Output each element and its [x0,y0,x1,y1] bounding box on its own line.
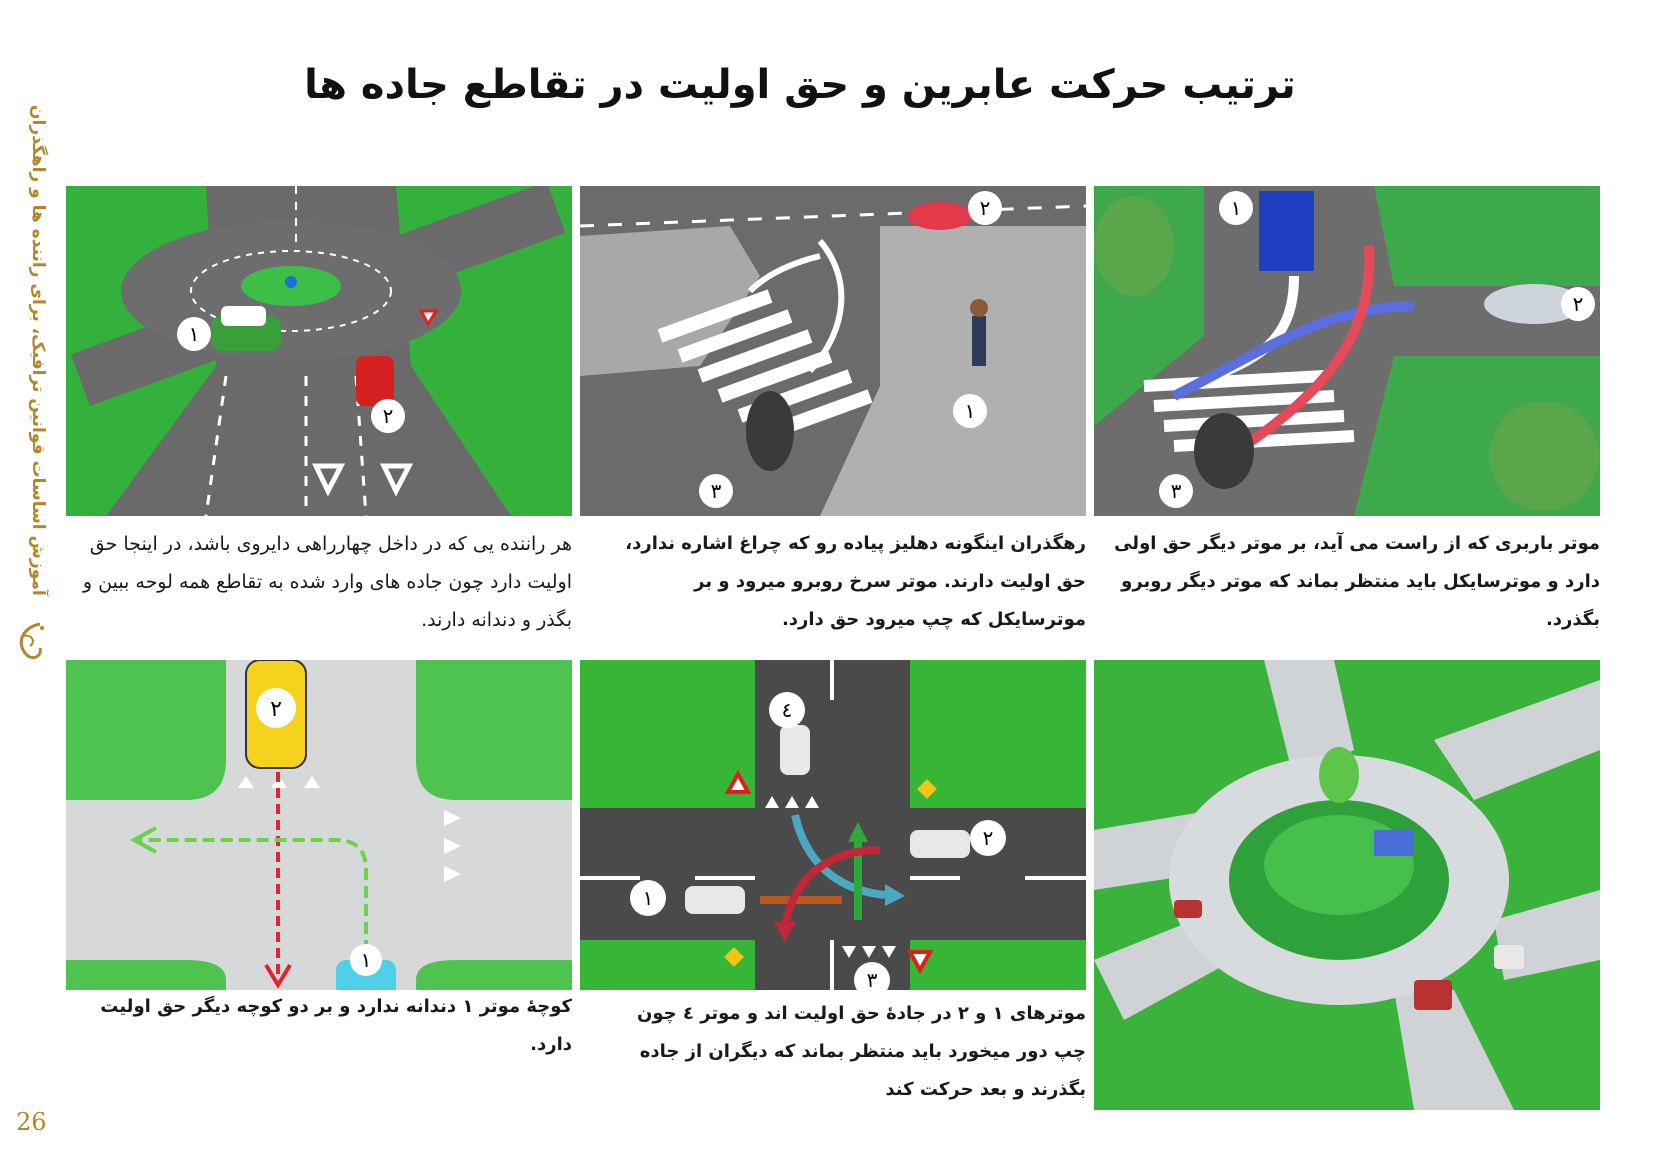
caption-pedestrian-crossing: رهگذران اینگونه دهلیز پیاده رو که چراغ اشاره ندارد، حق اولیت دارند. موتر سرخ روبرو میرود و بر موترسایکل که چپ میرود حق دارد. [625,533,1086,630]
label-p5-1: ۱ [642,886,654,910]
label-1-text: ۱ [188,322,200,346]
aerial-roundabout-panel [1094,660,1600,1110]
label-p5-4: ٤ [781,698,793,722]
side-title: آموزش اساسات قوانین ترافیک، برای راننده ها و راهگذران [28,105,48,596]
caption-t-junction: کوچهٔ موتر ۱ دندانه ندارد و بر دو کوچه دیگر حق اولیت دارد. [100,996,572,1055]
label-p3-1: ۱ [1230,196,1242,220]
pedestrian-crossing-panel [580,186,1086,516]
crossroads-diagram-panel [580,660,1086,990]
t-junction-diagram-panel [66,660,572,990]
label-p3-3: ۳ [1170,479,1182,503]
page-title: ترتیب حرکت عابرین و حق اولیت در تقاطع جاده ها [304,62,1296,108]
page-number: 26 [16,1108,47,1136]
caption-roundabout: هر راننده یی که در داخل چهارراهی دایروی باشد، در اینجا حق اولیت دارد چون جاده های وارد شده به تقاطع همه لوحه ببین و بگذر و دندانه دارند. [82,533,572,631]
truck-priority-panel [1094,186,1600,516]
label-2-text: ۲ [382,404,394,428]
label-p2-2: ۲ [979,196,991,220]
caption-truck-priority: موتر باربری که از راست می آید، بر موتر دیگر حق اولی دارد و موترسایکل باید منتظر بماند که موتر دیگر روبرو بگذرد. [1114,533,1600,630]
roundabout-scene-panel [66,186,572,516]
label-p2-1: ۱ [964,399,976,423]
emblem-logo [10,616,50,666]
caption-crossroads: موترهای ۱ و ۲ در جادهٔ حق اولیت اند و موتر ٤ چون چپ دور میخورد باید منتظر بماند که دیگران از جاده بگذرند و بعد حرکت کند [637,1003,1086,1100]
label-p2-3: ۳ [710,479,722,503]
label-p4-2: ۲ [270,697,282,722]
label-p3-2: ۲ [1572,292,1584,316]
label-p4-1: ۱ [360,948,372,972]
label-p5-3: ۳ [866,968,878,990]
label-p5-2: ۲ [982,826,994,850]
